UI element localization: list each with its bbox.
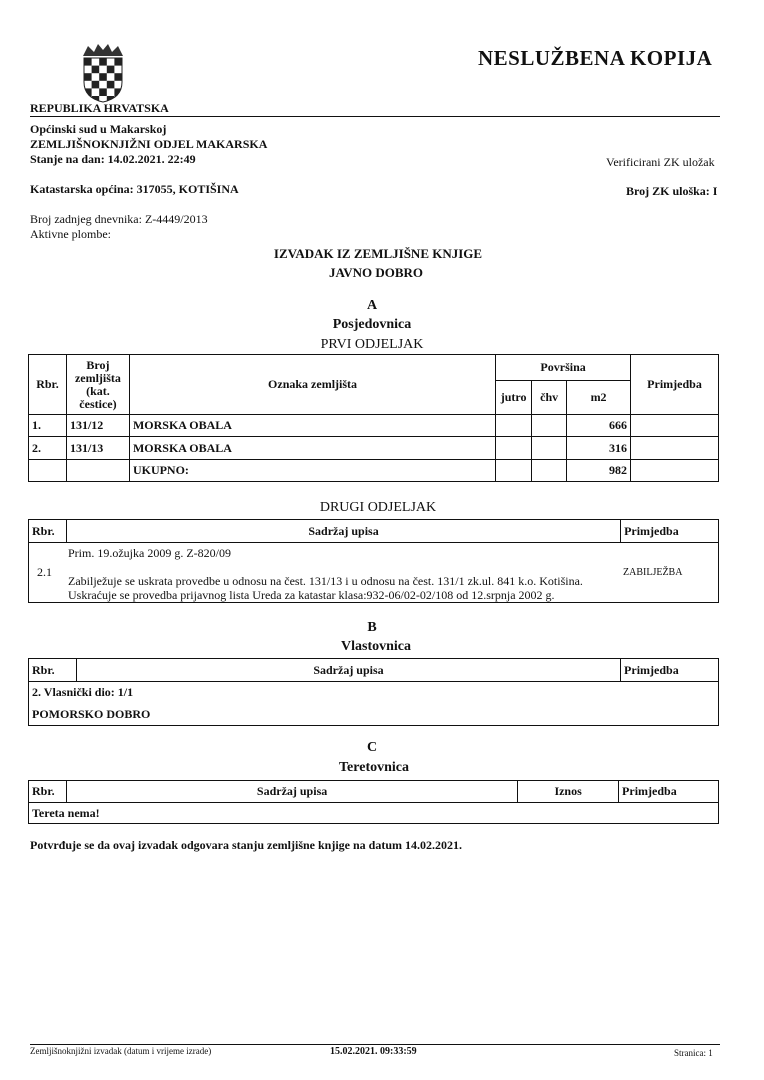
cell-jutro: [496, 415, 532, 437]
cell-jutro: [496, 437, 532, 460]
cell-rbr: 1.: [29, 415, 67, 437]
header-rule: [30, 116, 720, 117]
cell-oznaka: MORSKA OBALA: [129, 437, 495, 460]
land-table: [28, 354, 719, 482]
table-row: [29, 803, 719, 824]
entry-prim: Prim. 19.ožujka 2009 g. Z-820/09: [68, 546, 231, 560]
col-broj-line: zemljišta: [74, 370, 121, 385]
col-broj-line: (kat.: [86, 383, 110, 398]
col-primjedba: Primjedba: [621, 520, 719, 543]
table-row: [29, 437, 719, 460]
col-jutro: jutro: [496, 381, 532, 415]
col-sadrzaj: Sadržaj upisa: [66, 781, 517, 803]
table-row: [29, 682, 719, 726]
footer-page: Stranica: 1: [674, 1048, 713, 1058]
cell-chv: [532, 437, 567, 460]
cadastral-municipality: Katastarska općina: 317055, KOTIŠINA: [30, 182, 239, 196]
entry-number: Broj ZK uloška: I: [626, 184, 718, 198]
cell-m2: 316: [567, 437, 631, 460]
section-c-letter: C: [366, 740, 378, 755]
col-rbr: Rbr.: [29, 520, 67, 543]
court-name: Općinski sud u Makarskoj: [30, 122, 167, 136]
cell-broj: 131/12: [66, 415, 129, 437]
cell-primjedba: [631, 460, 719, 482]
document-subtitle: JAVNO DOBRO: [328, 265, 424, 280]
part2-title: DRUGI ODJELJAK: [319, 500, 437, 515]
cell-chv: [532, 460, 567, 482]
col-sadrzaj: Sadržaj upisa: [76, 659, 620, 682]
ownership-entry: [29, 682, 719, 726]
entry-line-2: Uskraćuje se provedba prijavnog lista Ureda za katastar klasa:932-06/02-02/108 od 12.srpnja 2002 g.: [68, 588, 555, 602]
cell-broj: [66, 460, 129, 482]
col-rbr: Rbr.: [29, 659, 77, 682]
section-c-name: Teretovnica: [339, 760, 409, 775]
total-row: [29, 460, 719, 482]
col-iznos: Iznos: [518, 781, 619, 803]
cell-oznaka: MORSKA OBALA: [129, 415, 495, 437]
confirmation-text: Potvrđuje se da ovaj izvadak odgovara stanju zemljišne knjige na datum 14.02.2021.: [30, 838, 463, 852]
owner-name: POMORSKO DOBRO: [32, 707, 151, 721]
entry-rbr: 2.1: [37, 565, 52, 579]
last-journal-number: Broj zadnjeg dnevnika: Z-4449/2013: [30, 212, 208, 226]
part2-entry: [29, 543, 719, 603]
active-seals-label: Aktivne plombe:: [30, 227, 111, 241]
entry-note: ZABILJEŽBA: [623, 567, 683, 578]
col-broj-line: Broj: [86, 357, 110, 372]
col-chv: čhv: [532, 381, 567, 415]
unofficial-copy-stamp: NESLUŽBENA KOPIJA: [478, 46, 713, 70]
section-a-letter: A: [366, 298, 378, 313]
cell-m2: 666: [567, 415, 631, 437]
col-oznaka: Oznaka zemljišta: [129, 355, 495, 415]
total-label: UKUPNO:: [129, 460, 495, 482]
state-date: Stanje na dan: 14.02.2021. 22:49: [30, 152, 196, 166]
verified-label: Verificirani ZK uložak: [606, 155, 715, 169]
cell-primjedba: [631, 437, 719, 460]
footer-label: Zemljišnoknjižni izvadak (datum i vrijeme izrade): [30, 1046, 212, 1056]
coat-of-arms-emblem: [80, 42, 126, 104]
footer-rule: [30, 1044, 720, 1045]
col-m2: m2: [567, 381, 631, 415]
department-name: ZEMLJIŠNOKNJIŽNI ODJEL MAKARSKA: [30, 137, 268, 151]
cell-chv: [532, 415, 567, 437]
col-primjedba: Primjedba: [631, 355, 719, 415]
republic-label: REPUBLIKA HRVATSKA: [30, 101, 169, 115]
document-title: IZVADAK IZ ZEMLJIŠNE KNJIGE: [273, 246, 483, 261]
section-b-name: Vlastovnica: [341, 639, 411, 654]
ownership-share: 2. Vlasnički dio: 1/1: [32, 685, 134, 699]
encumbrance-table: [28, 780, 719, 824]
part1-title: PRVI ODJELJAK: [320, 337, 424, 352]
col-broj-line: čestice): [79, 396, 117, 411]
entry-line-1: Zabilježuje se uskrata provedbe u odnosu na čest. 131/13 i u odnosu na čest. 131/1 zk.ul. 841 k.o. Kotišina.: [68, 574, 583, 588]
col-broj: [66, 355, 129, 415]
total-m2: 982: [567, 460, 631, 482]
part2-table: [28, 519, 719, 603]
no-encumbrances: Tereta nema!: [29, 803, 719, 824]
cell-jutro: [496, 460, 532, 482]
col-povrsina: Površina: [496, 355, 631, 381]
col-primjedba: Primjedba: [621, 659, 719, 682]
section-b-letter: B: [367, 620, 377, 635]
table-row: [29, 543, 719, 603]
col-sadrzaj: Sadržaj upisa: [66, 520, 620, 543]
ownership-table: [28, 658, 719, 726]
cell-rbr: [29, 460, 67, 482]
col-rbr: Rbr.: [29, 355, 67, 415]
col-primjedba: Primjedba: [619, 781, 719, 803]
col-rbr: Rbr.: [29, 781, 67, 803]
cell-broj: 131/13: [66, 437, 129, 460]
cell-primjedba: [631, 415, 719, 437]
footer-datetime: 15.02.2021. 09:33:59: [330, 1046, 417, 1057]
table-row: [29, 415, 719, 437]
cell-rbr: 2.: [29, 437, 67, 460]
section-a-name: Posjedovnica: [332, 317, 412, 332]
